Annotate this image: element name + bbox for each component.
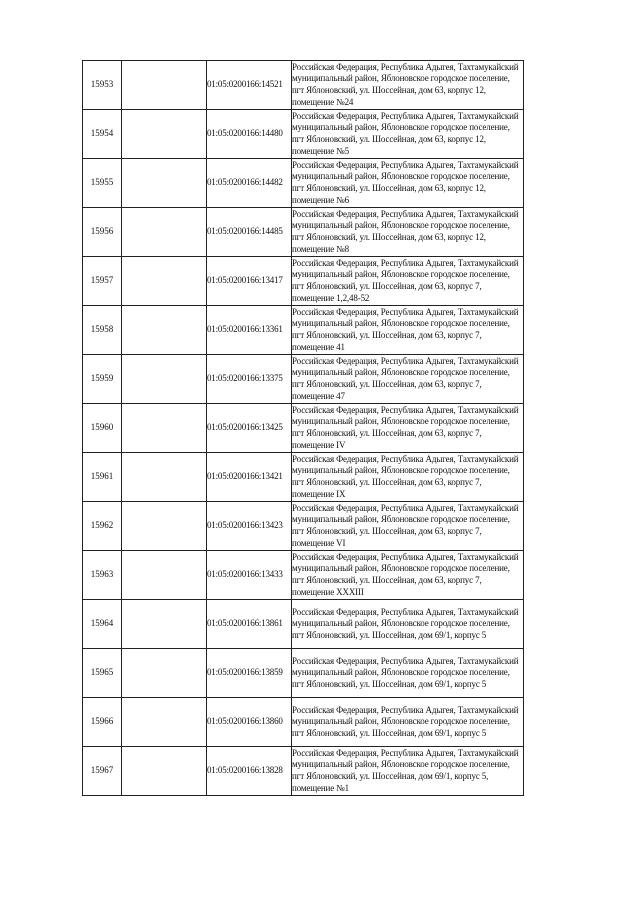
cadastral-number-cell: 01:05:0200166:14480 (207, 110, 292, 159)
address-cell (292, 355, 524, 404)
address-line: муниципальный район, Яблоновское городское поселение, (292, 73, 510, 84)
address-line: пгт Яблоновский, ул. Шоссейная, дом 69/1, корпус 5 (292, 727, 487, 738)
address-line: помещение №1 (292, 782, 349, 793)
address-cell (292, 649, 524, 698)
empty-cell (122, 698, 207, 747)
address-line: помещение №8 (292, 243, 349, 254)
address-line: Российская Федерация, Республика Адыгея, Тахтамукайский (292, 655, 519, 666)
table-row (83, 649, 524, 698)
empty-cell (122, 649, 207, 698)
table-row (83, 355, 524, 404)
cadastral-number-cell: 01:05:0200166:13828 (207, 747, 292, 796)
record-number-cell: 15955 (83, 159, 122, 208)
address-line: помещение 41 (292, 341, 345, 352)
table-row (83, 747, 524, 796)
table-row (83, 61, 524, 110)
address-line: пгт Яблоновский, ул. Шоссейная, дом 69/1, корпус 5 (292, 629, 487, 640)
address-line: помещение №24 (292, 96, 354, 107)
address-cell (292, 257, 524, 306)
address-line: муниципальный район, Яблоновское городское поселение, (292, 563, 510, 574)
empty-cell (122, 747, 207, 796)
empty-cell (122, 61, 207, 110)
record-number-cell: 15966 (83, 698, 122, 747)
empty-cell (122, 110, 207, 159)
address-line: пгт Яблоновский, ул. Шоссейная, дом 63, корпус 12, (292, 134, 486, 144)
address-cell (292, 306, 524, 355)
cadastral-number-cell: 01:05:0200166:13361 (207, 306, 292, 355)
empty-cell (122, 159, 207, 208)
address-cell (292, 698, 524, 747)
address-line: пгт Яблоновский, ул. Шоссейная, дом 69/1, корпус 5 (292, 678, 487, 689)
address-line: муниципальный район, Яблоновское городское поселение, (292, 514, 510, 525)
empty-cell (122, 502, 207, 551)
address-line: пгт Яблоновский, ул. Шоссейная, дом 63, корпус 12, (292, 232, 486, 242)
address-line: Российская Федерация, Республика Адыгея, Тахтамукайский (292, 404, 519, 415)
record-number-cell: 15953 (83, 61, 122, 110)
address-cell (292, 404, 524, 453)
empty-cell (122, 257, 207, 306)
table-row (83, 159, 524, 208)
address-line: Российская Федерация, Республика Адыгея, Тахтамукайский (292, 551, 519, 562)
address-line: муниципальный район, Яблоновское городское поселение, (292, 759, 510, 770)
address-line: Российская Федерация, Республика Адыгея, Тахтамукайский (292, 306, 519, 317)
address-line: Российская Федерация, Республика Адыгея, Тахтамукайский (292, 502, 519, 513)
address-line: муниципальный район, Яблоновское городское поселение, (292, 220, 510, 231)
table-row (83, 453, 524, 502)
table-row (83, 698, 524, 747)
cadastral-number-cell: 01:05:0200166:13417 (207, 257, 292, 306)
cadastral-number-cell: 01:05:0200166:14482 (207, 159, 292, 208)
address-cell (292, 551, 524, 600)
address-line: Российская Федерация, Республика Адыгея, Тахтамукайский (292, 355, 519, 366)
empty-cell (122, 453, 207, 502)
cadastral-number-cell: 01:05:0200166:13860 (207, 698, 292, 747)
address-line: Российская Федерация, Республика Адыгея, Тахтамукайский (292, 453, 519, 464)
address-cell (292, 747, 524, 796)
address-line: пгт Яблоновский, ул. Шоссейная, дом 63, корпус 12, (292, 183, 486, 193)
address-line: пгт Яблоновский, ул. Шоссейная, дом 63, корпус 7, (292, 281, 482, 291)
address-line: пгт Яблоновский, ул. Шоссейная, дом 63, корпус 7, (292, 330, 482, 340)
empty-cell (122, 551, 207, 600)
address-cell (292, 208, 524, 257)
address-line: Российская Федерация, Республика Адыгея, Тахтамукайский (292, 606, 519, 617)
empty-cell (122, 355, 207, 404)
cadastral-number-cell: 01:05:0200166:13861 (207, 600, 292, 649)
registry-table-body (83, 61, 524, 796)
address-line: пгт Яблоновский, ул. Шоссейная, дом 63, корпус 7, (292, 575, 482, 585)
address-line: муниципальный район, Яблоновское городское поселение, (292, 667, 510, 678)
record-number-cell: 15961 (83, 453, 122, 502)
address-line: пгт Яблоновский, ул. Шоссейная, дом 63, корпус 7, (292, 428, 482, 438)
address-cell (292, 159, 524, 208)
record-number-cell: 15964 (83, 600, 122, 649)
address-line: муниципальный район, Яблоновское городское поселение, (292, 465, 510, 476)
address-line: муниципальный район, Яблоновское городское поселение, (292, 716, 510, 727)
empty-cell (122, 600, 207, 649)
address-line: пгт Яблоновский, ул. Шоссейная, дом 63, корпус 7, (292, 526, 482, 536)
address-line: Российская Федерация, Республика Адыгея, Тахтамукайский (292, 257, 519, 268)
table-row (83, 257, 524, 306)
table-row (83, 208, 524, 257)
address-line: помещение 1,2,48-52 (292, 292, 370, 303)
address-line: Российская Федерация, Республика Адыгея, Тахтамукайский (292, 208, 519, 219)
address-line: муниципальный район, Яблоновское городское поселение, (292, 122, 510, 133)
address-cell (292, 61, 524, 110)
cadastral-number-cell: 01:05:0200166:13423 (207, 502, 292, 551)
record-number-cell: 15959 (83, 355, 122, 404)
address-line: помещение №5 (292, 145, 349, 156)
address-line: помещение XXXIII (292, 586, 364, 597)
address-line: пгт Яблоновский, ул. Шоссейная, дом 63, корпус 7, (292, 379, 482, 389)
empty-cell (122, 404, 207, 453)
address-line: муниципальный район, Яблоновское городское поселение, (292, 416, 510, 427)
cadastral-number-cell: 01:05:0200166:13425 (207, 404, 292, 453)
address-line: помещение IX (292, 488, 346, 499)
cadastral-number-cell: 01:05:0200166:13433 (207, 551, 292, 600)
address-line: Российская Федерация, Республика Адыгея, Тахтамукайский (292, 61, 519, 72)
address-cell (292, 453, 524, 502)
address-line: помещение VI (292, 537, 346, 548)
table-row (83, 551, 524, 600)
address-line: помещение IV (292, 439, 346, 450)
address-line: муниципальный район, Яблоновское городское поселение, (292, 318, 510, 329)
address-line: муниципальный район, Яблоновское городское поселение, (292, 171, 510, 182)
table-row (83, 600, 524, 649)
address-cell (292, 600, 524, 649)
record-number-cell: 15957 (83, 257, 122, 306)
cadastral-number-cell: 01:05:0200166:13375 (207, 355, 292, 404)
address-line: пгт Яблоновский, ул. Шоссейная, дом 63, корпус 7, (292, 477, 482, 487)
address-cell (292, 502, 524, 551)
table-row (83, 110, 524, 159)
address-line: муниципальный район, Яблоновское городское поселение, (292, 618, 510, 629)
table-row (83, 502, 524, 551)
record-number-cell: 15958 (83, 306, 122, 355)
address-line: муниципальный район, Яблоновское городское поселение, (292, 367, 510, 378)
address-cell (292, 110, 524, 159)
address-line: помещение №6 (292, 194, 349, 205)
address-line: Российская Федерация, Республика Адыгея, Тахтамукайский (292, 159, 519, 170)
address-line: Российская Федерация, Республика Адыгея, Тахтамукайский (292, 110, 519, 121)
table-row (83, 404, 524, 453)
record-number-cell: 15954 (83, 110, 122, 159)
empty-cell (122, 306, 207, 355)
record-number-cell: 15967 (83, 747, 122, 796)
cadastral-number-cell: 01:05:0200166:13421 (207, 453, 292, 502)
property-registry-table (82, 60, 524, 796)
address-line: Российская Федерация, Республика Адыгея, Тахтамукайский (292, 704, 519, 715)
cadastral-number-cell: 01:05:0200166:14485 (207, 208, 292, 257)
record-number-cell: 15960 (83, 404, 122, 453)
table-row (83, 306, 524, 355)
empty-cell (122, 208, 207, 257)
address-line: муниципальный район, Яблоновское городское поселение, (292, 269, 510, 280)
record-number-cell: 15956 (83, 208, 122, 257)
cadastral-number-cell: 01:05:0200166:14521 (207, 61, 292, 110)
record-number-cell: 15963 (83, 551, 122, 600)
record-number-cell: 15962 (83, 502, 122, 551)
address-line: Российская Федерация, Республика Адыгея, Тахтамукайский (292, 747, 519, 758)
address-line: пгт Яблоновский, ул. Шоссейная, дом 63, корпус 12, (292, 85, 486, 95)
address-line: пгт Яблоновский, ул. Шоссейная, дом 69/1, корпус 5, (292, 771, 489, 781)
record-number-cell: 15965 (83, 649, 122, 698)
cadastral-number-cell: 01:05:0200166:13859 (207, 649, 292, 698)
address-line: помещение 47 (292, 390, 345, 401)
